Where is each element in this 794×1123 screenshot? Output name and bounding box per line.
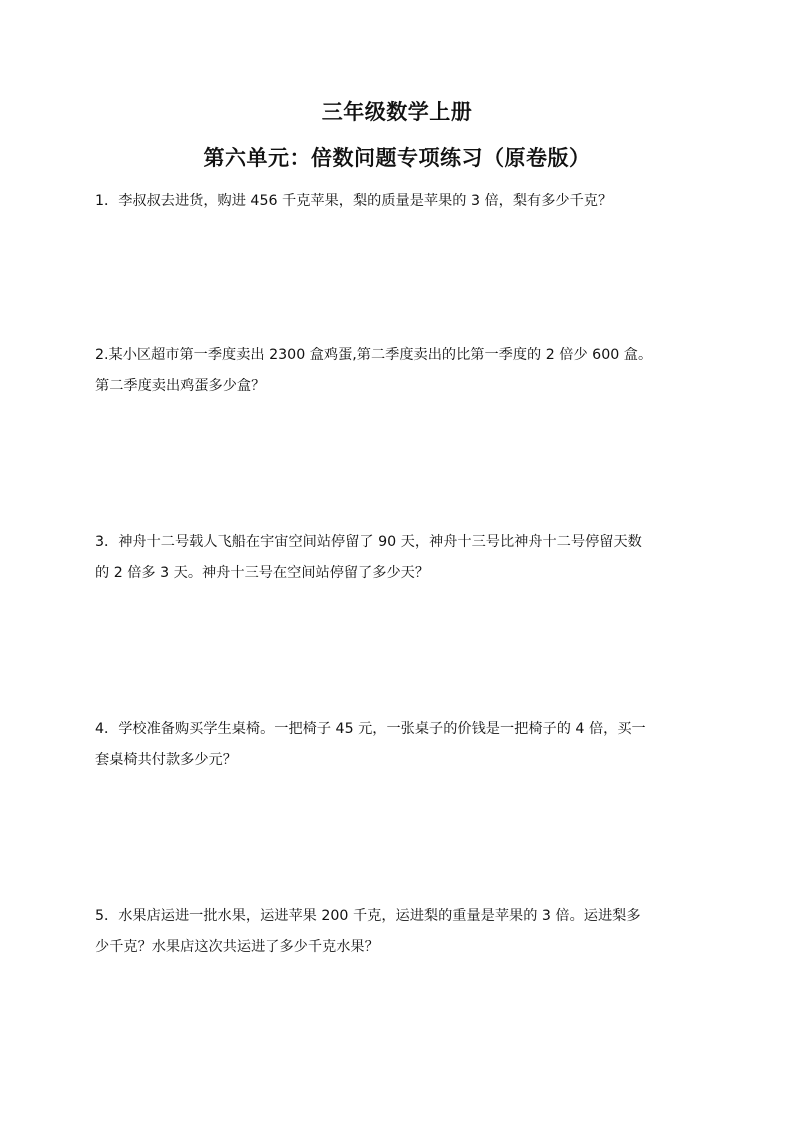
question-4-line-2: 套桌椅共付款多少元？ (95, 752, 237, 768)
page-title: 三年级数学上册 (321, 100, 473, 124)
question-2-line-1: 2.某小区超市第一季度卖出 2300 盒鸡蛋,第二季度卖出的比第一季度的 2 倍少 600 盒。 (95, 347, 653, 363)
question-3-line-1: 3．神舟十二号载人飞船在宇宙空间站停留了 90 天，神舟十三号比神舟十二号停留天数 (95, 534, 642, 550)
question-5-line-1: 5．水果店运进一批水果，运进苹果 200 千克，运进梨的重量是苹果的 3 倍。运进梨多 (95, 908, 641, 924)
question-5-line-2: 少千克？水果店这次共运进了多少千克水果？ (95, 939, 379, 955)
question-4 (95, 714, 705, 776)
question-1 (95, 186, 705, 217)
page-subtitle: 第六单元：倍数问题专项练习（原卷版） (203, 146, 591, 170)
question-3 (95, 527, 705, 589)
question-2 (95, 340, 705, 402)
question-1-line-1: 1．李叔叔去进货，购进 456 千克苹果，梨的质量是苹果的 3 倍，梨有多少千克？ (95, 193, 613, 209)
question-4-line-1: 4．学校准备购买学生桌椅。一把椅子 45 元，一张桌子的价钱是一把椅子的 4 倍，买一 (95, 721, 646, 737)
question-2-line-2: 第二季度卖出鸡蛋多少盒？ (95, 378, 266, 394)
question-3-line-2: 的 2 倍多 3 天。神舟十三号在空间站停留了多少天？ (95, 565, 430, 581)
question-5 (95, 901, 705, 963)
